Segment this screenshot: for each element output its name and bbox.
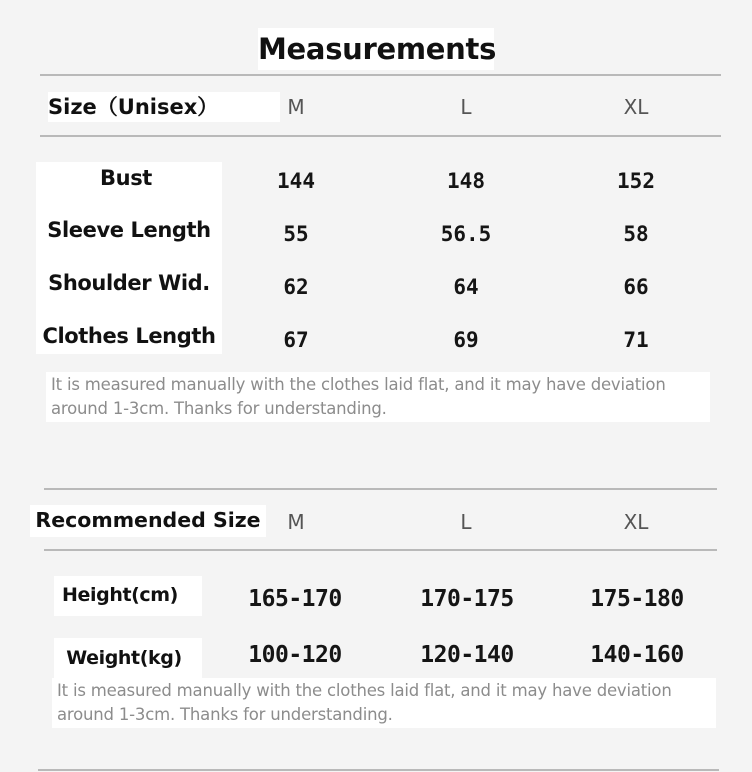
sleeve-length-m-value: 55 xyxy=(283,222,309,246)
recommended-header-label: Recommended Size xyxy=(30,505,266,537)
shoulder-width-xl-value: 66 xyxy=(623,275,649,299)
page-title: Measurements xyxy=(258,28,494,70)
recommended-top-divider xyxy=(44,488,717,490)
table-top-divider xyxy=(40,74,721,76)
recommended-size-column-l: L xyxy=(460,510,472,534)
sleeve-length-xl-value: 58 xyxy=(623,222,649,246)
size-header-label: Size（Unisex） xyxy=(48,92,280,122)
clothes-length-l-value: 69 xyxy=(453,328,479,352)
clothes-length-xl-value: 71 xyxy=(623,328,649,352)
size-column-l: L xyxy=(460,95,472,119)
row-label-bust: Bust xyxy=(100,166,152,190)
clothes-length-m-value: 67 xyxy=(283,328,309,352)
height-l-value: 170-175 xyxy=(420,586,514,612)
height-xl-value: 175-180 xyxy=(590,586,684,612)
row-label-height: Height(cm) xyxy=(62,584,178,606)
measurement-note-line1: It is measured manually with the clothes laid flat, and it may have deviation xyxy=(51,375,666,394)
size-column-m: M xyxy=(287,95,305,119)
bust-m-value: 144 xyxy=(277,169,315,193)
row-label-clothes-length: Clothes Length xyxy=(42,324,216,348)
shoulder-width-m-value: 62 xyxy=(283,275,309,299)
bottom-divider xyxy=(38,769,719,771)
recommended-size-column-xl: XL xyxy=(623,510,649,534)
bust-xl-value: 152 xyxy=(617,169,655,193)
row-label-shoulder-width: Shoulder Wid. xyxy=(48,271,210,295)
weight-l-value: 120-140 xyxy=(420,642,514,668)
sleeve-length-l-value: 56.5 xyxy=(440,222,492,246)
shoulder-width-l-value: 64 xyxy=(453,275,479,299)
weight-m-value: 100-120 xyxy=(248,642,342,668)
measurement-note-line2: around 1-3cm. Thanks for understanding. xyxy=(51,399,387,418)
row-label-weight: Weight(kg) xyxy=(66,647,182,669)
recommended-header-divider xyxy=(44,549,717,551)
bust-l-value: 148 xyxy=(447,169,485,193)
recommended-note-line1: It is measured manually with the clothes laid flat, and it may have deviation xyxy=(57,681,672,700)
recommended-size-column-m: M xyxy=(287,510,305,534)
weight-xl-value: 140-160 xyxy=(590,642,684,668)
size-column-xl: XL xyxy=(623,95,649,119)
row-label-sleeve-length: Sleeve Length xyxy=(47,218,211,242)
height-m-value: 165-170 xyxy=(248,586,342,612)
recommended-note-line2: around 1-3cm. Thanks for understanding. xyxy=(57,705,393,724)
table-header-divider xyxy=(40,135,721,137)
